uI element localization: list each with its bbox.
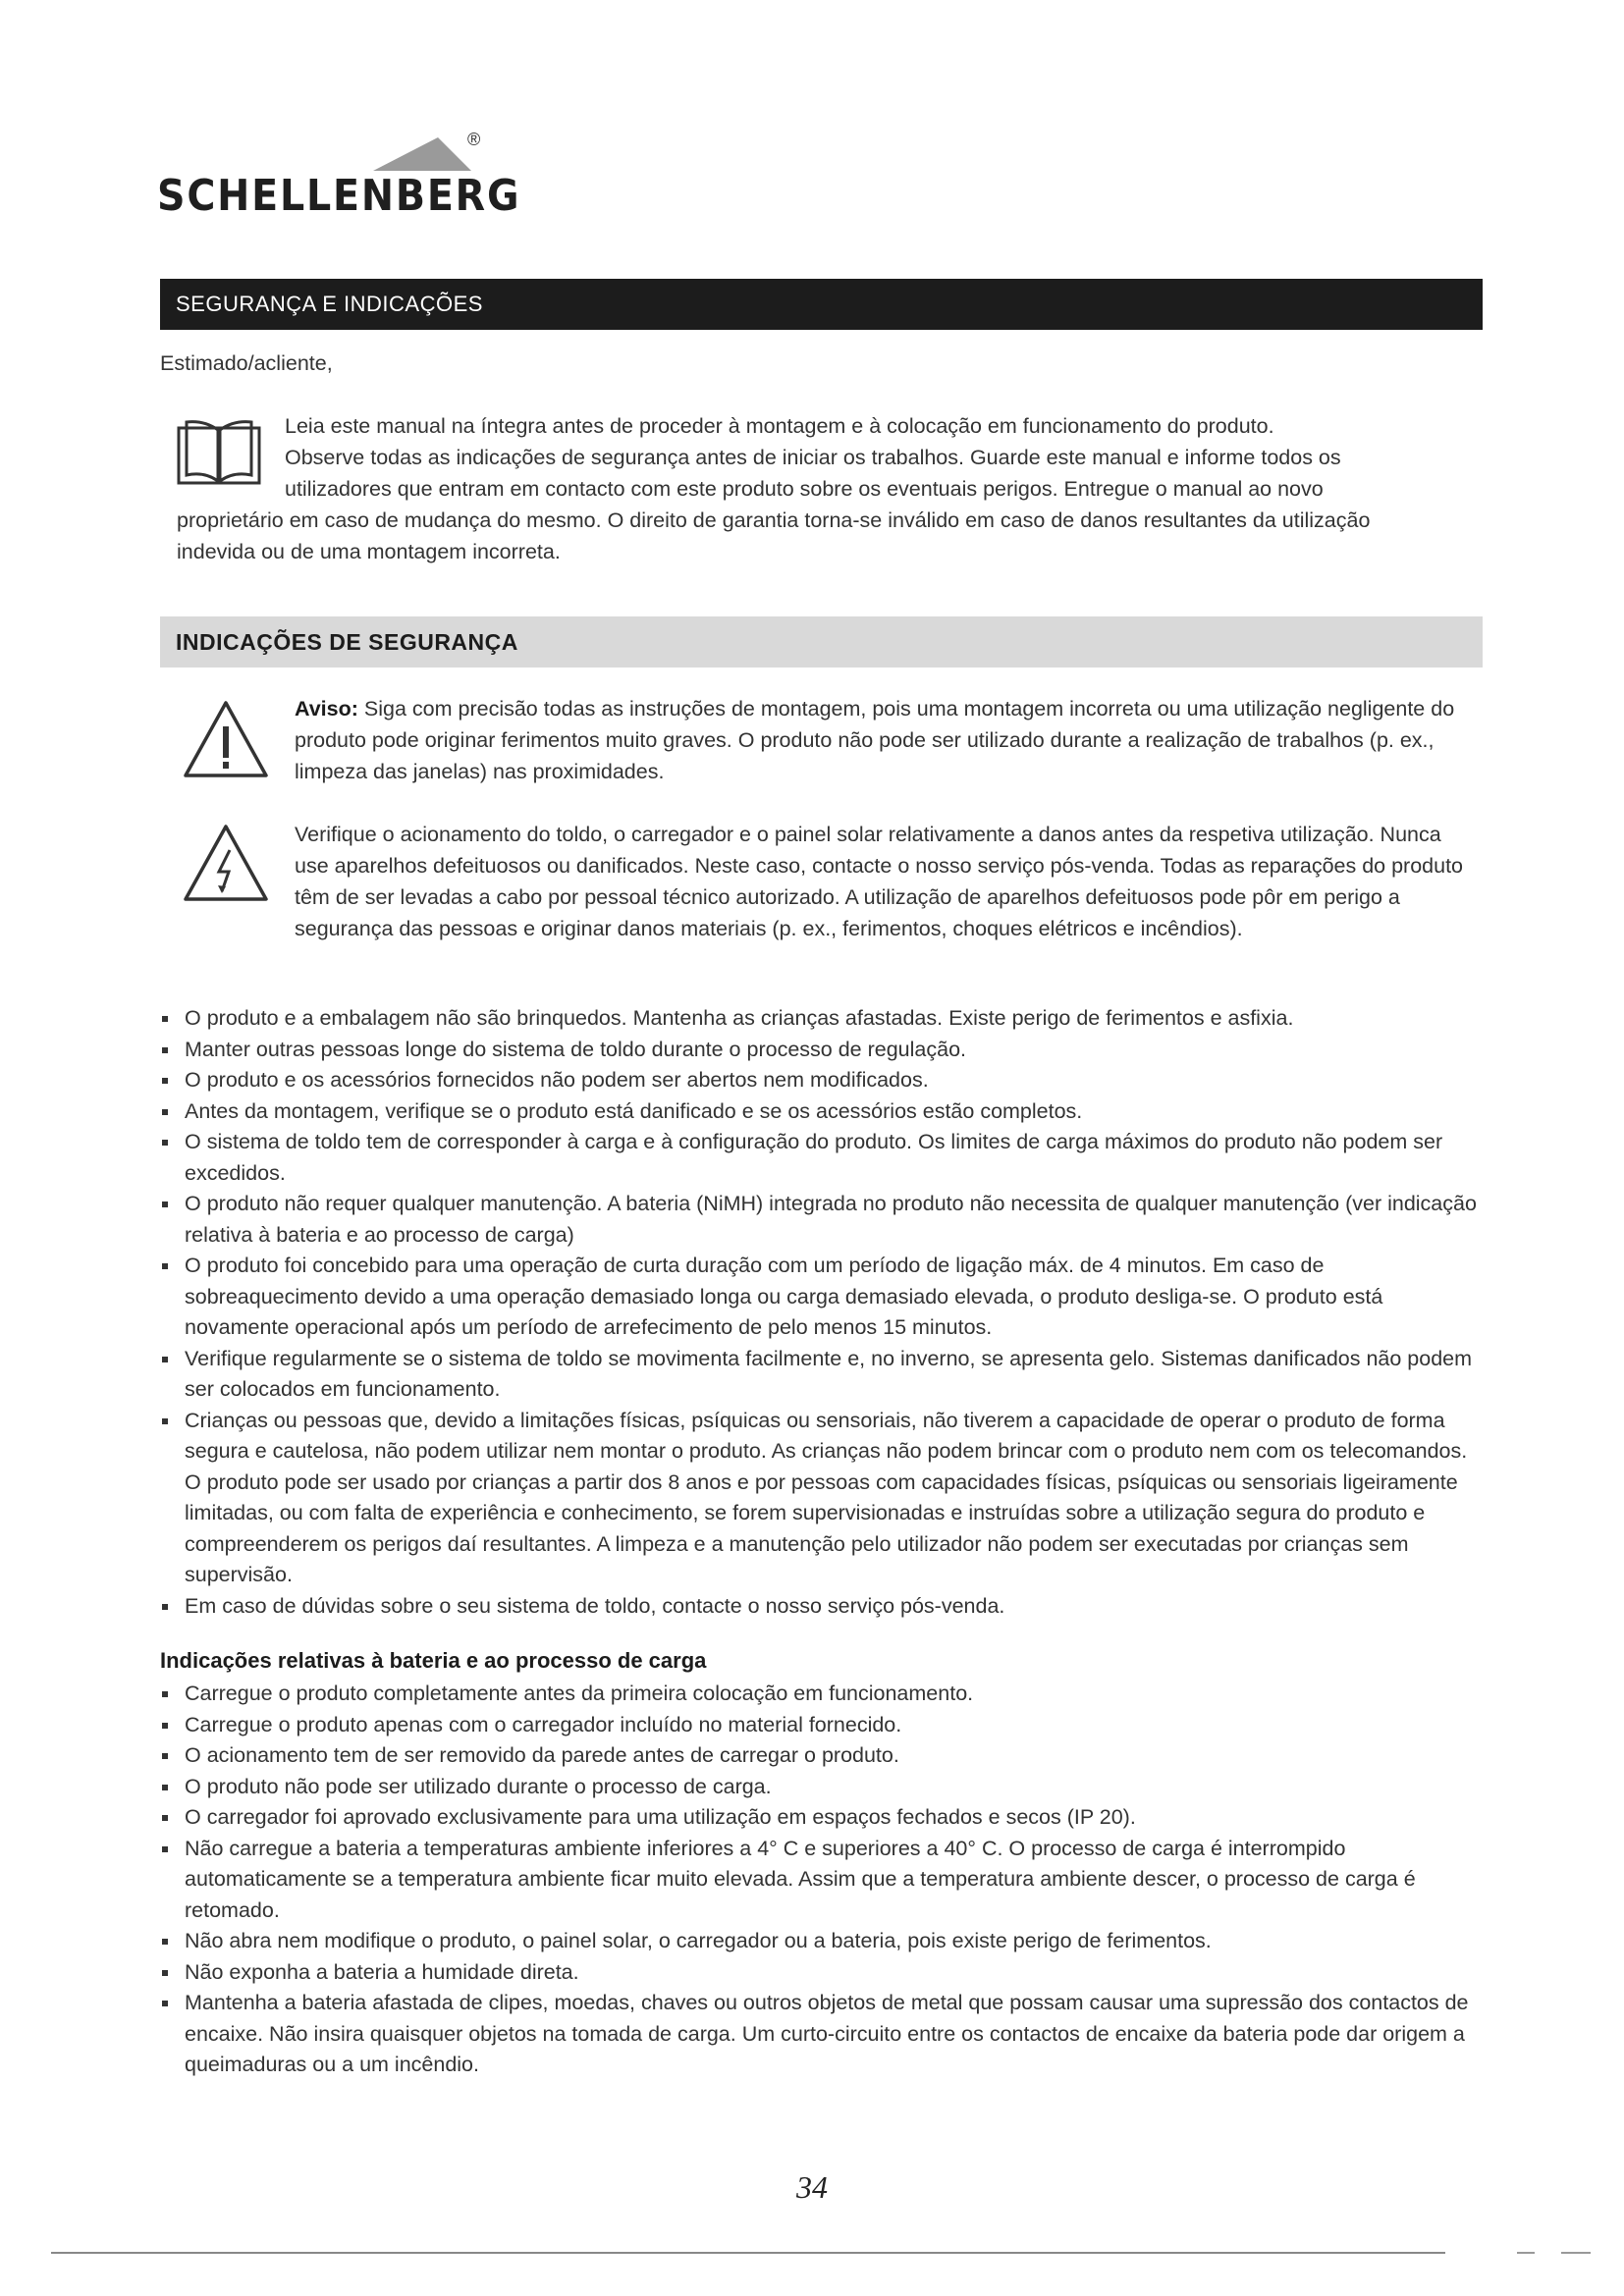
warning-triangle-icon <box>182 699 270 779</box>
warning-label: Aviso: <box>295 697 358 721</box>
list-item: Carregue o produto apenas com o carregador incluído no material fornecido. <box>160 1710 1478 1741</box>
list-item: Carregue o produto completamente antes da primeira colocação em funcionamento. <box>160 1679 1478 1710</box>
list-item: Manter outras pessoas longe do sistema de toldo durante o processo de regulação. <box>160 1035 1478 1066</box>
list-item: Mantenha a bateria afastada de clipes, moedas, chaves ou outros objetos de metal que possam causar uma supressão dos contactos de encaixe. Não insira quaisquer objetos na tomada de carga. Um curto-circuito entre os contactos de encaixe da bateria pode dar origem a queimaduras ou a um incêndio. <box>160 1988 1478 2081</box>
intro-paragraph-rest: proprietário em caso de mudança do mesmo. O direito de garantia torna-se inválido em caso de danos resultantes da utilização indevida ou de uma montagem incorreta. <box>177 508 1371 563</box>
brand-wordmark: SCHELLENBERG <box>157 171 521 221</box>
warning-text: Siga com precisão todas as instruções de montagem, pois uma montagem incorreta ou uma utilização negligente do produto pode originar ferimentos muito graves. O produto não pode ser utilizado durante a realização de trabalhos (p. ex., limpeza das janelas) nas proximidades. <box>295 697 1455 783</box>
registered-mark: ® <box>467 130 481 149</box>
section-heading-safety-instructions: INDICAÇÕES DE SEGURANÇA <box>160 616 1483 667</box>
intro-line-2: Observe todas as indicações de segurança antes de iniciar os trabalhos. Guarde este manual e informe todos os <box>285 446 1341 469</box>
page-number: 34 <box>796 2169 828 2205</box>
book-icon <box>177 420 261 485</box>
list-item: O carregador foi aprovado exclusivamente para uma utilização em espaços fechados e secos (IP 20). <box>160 1802 1478 1834</box>
electrical-hazard-icon <box>182 823 270 903</box>
intro-line-3: utilizadores que entram em contacto com este produto sobre os eventuais perigos. Entregue o manual ao novo <box>285 477 1324 501</box>
list-item: Não abra nem modifique o produto, o painel solar, o carregador ou a bateria, pois existe perigo de ferimentos. <box>160 1926 1478 1957</box>
warning-paragraph <box>295 693 1473 787</box>
safety-bullet-list <box>160 1003 1478 1622</box>
logo-roof-icon <box>373 133 471 173</box>
list-item: Verifique regularmente se o sistema de toldo se movimenta facilmente e, no inverno, se apresenta gelo. Sistemas danificados não podem ser colocados em funcionamento. <box>160 1344 1478 1406</box>
list-item: Antes da montagem, verifique se o produto está danificado e se os acessórios estão completos. <box>160 1096 1478 1128</box>
list-item: O produto não pode ser utilizado durante o processo de carga. <box>160 1772 1478 1803</box>
section-heading-safety: SEGURANÇA E INDICAÇÕES <box>160 279 1483 330</box>
footer-divider <box>51 2252 1445 2254</box>
brand-logo <box>157 126 521 224</box>
intro-line-1: Leia este manual na íntegra antes de proceder à montagem e à colocação em funcionamento do produto. <box>285 414 1274 438</box>
battery-bullet-list <box>160 1679 1478 2081</box>
list-item: O produto foi concebido para uma operação de curta duração com um período de ligação máx. de 4 minutos. Em caso de sobreaquecimento devido a uma operação demasiado longa ou carga demasiado elevada, o produto desliga-se. O produto está novamente operacional após um período de arrefecimento de pelo menos 15 minutos. <box>160 1251 1478 1344</box>
electrical-warning-paragraph: Verifique o acionamento do toldo, o carregador e o painel solar relativamente a danos antes da respetiva utilização. Nunca use aparelhos defeituosos ou danificados. Neste caso, contacte o nosso serviço pós-venda. Todas as reparações do produto têm de ser levadas a cabo por pessoal técnico autorizado. A utilização de aparelhos defeituosos pode pôr em perigo a segurança das pessoas e originar danos materiais (p. ex., ferimentos, choques elétricos e incêndios). <box>295 823 1464 940</box>
list-item: O sistema de toldo tem de corresponder à carga e à configuração do produto. Os limites de carga máximos do produto não podem ser excedidos. <box>160 1127 1478 1189</box>
list-item: Crianças ou pessoas que, devido a limitações físicas, psíquicas ou sensoriais, não tiverem a capacidade de operar o produto de forma segura e cautelosa, não podem utilizar nem montar o produto. As crianças não podem brincar com o produto nem com os telecomandos. O produto pode ser usado por crianças a partir dos 8 anos e por pessoas com capacidades físicas, psíquicas ou sensoriais ligeiramente limitadas, ou com falta de experiência e conhecimento, se forem supervisionadas e instruídas sobre a utilização segura do produto e compreenderem os perigos daí resultantes. A limpeza e a manutenção pelo utilizador não podem ser executadas por crianças sem supervisão. <box>160 1406 1478 1591</box>
battery-subheading: Indicações relativas à bateria e ao processo de carga <box>160 1648 707 1673</box>
list-item: O produto e os acessórios fornecidos não podem ser abertos nem modificados. <box>160 1065 1478 1096</box>
footer-divider-fragment <box>1517 2252 1535 2254</box>
greeting: Estimado/acliente, <box>160 351 333 375</box>
footer-divider-fragment <box>1561 2252 1591 2254</box>
list-item: O acionamento tem de ser removido da parede antes de carregar o produto. <box>160 1740 1478 1772</box>
list-item: O produto não requer qualquer manutenção. A bateria (NiMH) integrada no produto não necessita de qualquer manutenção (ver indicação relativa à bateria e ao processo de carga) <box>160 1189 1478 1251</box>
list-item: Não carregue a bateria a temperaturas ambiente inferiores a 4° C e superiores a 40° C. O processo de carga é interrompido automaticamente se a temperatura ambiente ficar muito elevada. Assim que a temperatura ambiente descer, o processo de carga é retomado. <box>160 1834 1478 1927</box>
list-item: Em caso de dúvidas sobre o seu sistema de toldo, contacte o nosso serviço pós-venda. <box>160 1591 1478 1623</box>
list-item: Não exponha a bateria a humidade direta. <box>160 1957 1478 1989</box>
list-item: O produto e a embalagem não são brinquedos. Mantenha as crianças afastadas. Existe perigo de ferimentos e asfixia. <box>160 1003 1478 1035</box>
